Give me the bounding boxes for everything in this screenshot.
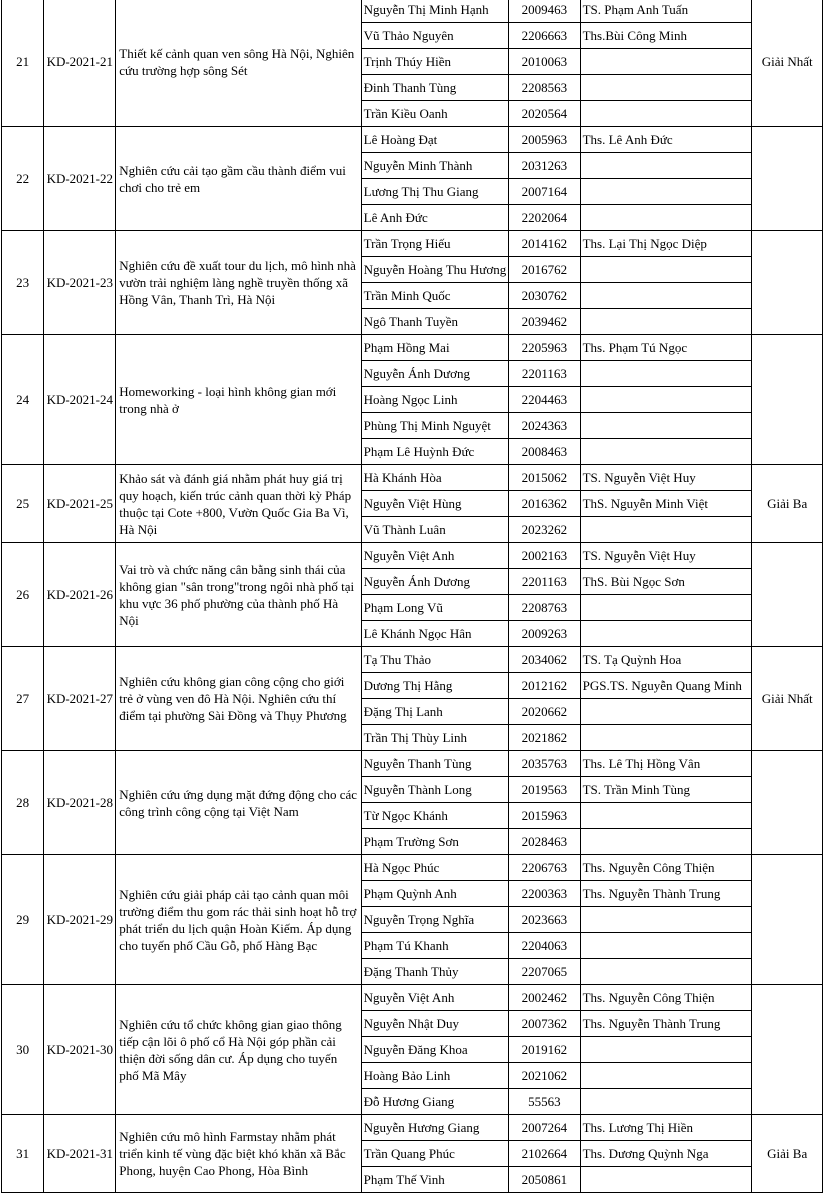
- project-number: 21: [2, 0, 44, 127]
- award-cell: Giải Nhất: [752, 0, 823, 127]
- advisor-name: [580, 829, 752, 855]
- advisor-name: [580, 1167, 752, 1193]
- advisor-name: [580, 361, 752, 387]
- student-id: 2019563: [509, 777, 580, 803]
- project-code: KD-2021-27: [44, 647, 116, 751]
- award-cell: Giải Ba: [752, 1115, 823, 1193]
- student-name: Trần Trọng Hiếu: [361, 231, 509, 257]
- student-id: 2007264: [509, 1115, 580, 1141]
- student-name: Phùng Thị Minh Nguyệt: [361, 413, 509, 439]
- project-title: Nghiên cứu ứng dụng mặt đứng động cho các công trình công cộng tại Việt Nam: [116, 751, 361, 855]
- award-cell: [752, 335, 823, 465]
- project-number: 26: [2, 543, 44, 647]
- student-name: Vũ Thành Luân: [361, 517, 509, 543]
- student-name: Trần Kiều Oanh: [361, 101, 509, 127]
- student-name: Nguyễn Ánh Dương: [361, 569, 509, 595]
- advisor-name: [580, 725, 752, 751]
- table-row: [2, 465, 823, 491]
- student-id: 2034062: [509, 647, 580, 673]
- student-name: Nguyễn Đăng Khoa: [361, 1037, 509, 1063]
- student-id: 2015062: [509, 465, 580, 491]
- advisor-name: [580, 803, 752, 829]
- advisor-name: Ths.Bùi Công Minh: [580, 23, 752, 49]
- student-id: 2021062: [509, 1063, 580, 1089]
- table-row: [2, 1115, 823, 1141]
- student-id: 2002163: [509, 543, 580, 569]
- advisor-name: PGS.TS. Nguyễn Quang Minh: [580, 673, 752, 699]
- student-name: Nguyễn Minh Thành: [361, 153, 509, 179]
- advisor-name: [580, 413, 752, 439]
- advisor-name: [580, 257, 752, 283]
- student-name: Lương Thị Thu Giang: [361, 179, 509, 205]
- student-name: Nguyễn Nhật Duy: [361, 1011, 509, 1037]
- table-row: [2, 985, 823, 1011]
- student-id: 2208763: [509, 595, 580, 621]
- project-code: KD-2021-29: [44, 855, 116, 985]
- advisor-name: Ths. Phạm Tú Ngọc: [580, 335, 752, 361]
- student-name: Phạm Trường Sơn: [361, 829, 509, 855]
- student-id: 2015963: [509, 803, 580, 829]
- student-id: 2200363: [509, 881, 580, 907]
- award-cell: [752, 127, 823, 231]
- award-cell: Giải Nhất: [752, 647, 823, 751]
- student-id: 2019162: [509, 1037, 580, 1063]
- project-title: Nghiên cứu đề xuất tour du lịch, mô hình nhà vườn trải nghiệm làng nghề truyền thống xã Hồng Vân, Thanh Trì, Hà Nội: [116, 231, 361, 335]
- advisor-name: [580, 907, 752, 933]
- table-row: [2, 751, 823, 777]
- project-title: Nghiên cứu không gian công cộng cho giới trẻ ở vùng ven đô Hà Nội. Nghiên cứu thí điểm tại phường Sài Đồng và Thụy Phương: [116, 647, 361, 751]
- student-name: Trịnh Thúy Hiền: [361, 49, 509, 75]
- student-name: Vũ Thảo Nguyên: [361, 23, 509, 49]
- project-code: KD-2021-22: [44, 127, 116, 231]
- advisor-name: [580, 49, 752, 75]
- advisor-name: [580, 387, 752, 413]
- project-code: KD-2021-25: [44, 465, 116, 543]
- project-number: 24: [2, 335, 44, 465]
- student-name: Trần Quang Phúc: [361, 1141, 509, 1167]
- student-name: Nguyễn Thị Minh Hạnh: [361, 0, 509, 23]
- advisor-name: Ths. Lê Anh Đức: [580, 127, 752, 153]
- student-name: Lê Khánh Ngọc Hân: [361, 621, 509, 647]
- student-name: Nguyễn Hoàng Thu Hương: [361, 257, 509, 283]
- student-id: 2009463: [509, 0, 580, 23]
- project-code: KD-2021-24: [44, 335, 116, 465]
- student-name: Nguyễn Thanh Tùng: [361, 751, 509, 777]
- award-cell: Giải Ba: [752, 465, 823, 543]
- award-cell: [752, 855, 823, 985]
- student-name: Nguyễn Ánh Dương: [361, 361, 509, 387]
- advisor-name: [580, 283, 752, 309]
- student-name: Phạm Quỳnh Anh: [361, 881, 509, 907]
- advisor-name: [580, 959, 752, 985]
- advisor-name: Ths. Nguyễn Công Thiện: [580, 855, 752, 881]
- student-name: Ngô Thanh Tuyền: [361, 309, 509, 335]
- student-id: 2014162: [509, 231, 580, 257]
- student-name: Hoàng Ngọc Linh: [361, 387, 509, 413]
- advisor-name: Ths. Nguyễn Thành Trung: [580, 1011, 752, 1037]
- student-id: 2008463: [509, 439, 580, 465]
- project-title: Nghiên cứu tổ chức không gian giao thông tiếp cận lõi ô phố cổ Hà Nội góp phần cải thiện đời sống dân cư. Áp dụng cho tuyến phố Mã Mây: [116, 985, 361, 1115]
- project-title: Nghiên cứu cải tạo gầm cầu thành điểm vui chơi cho trẻ em: [116, 127, 361, 231]
- project-title: Nghiên cứu mô hình Farmstay nhằm phát triển kinh tế vùng đặc biệt khó khăn xã Bắc Phong, huyện Cao Phong, Hòa Bình: [116, 1115, 361, 1193]
- student-name: Dương Thị Hằng: [361, 673, 509, 699]
- advisor-name: [580, 75, 752, 101]
- student-id: 2204063: [509, 933, 580, 959]
- student-name: Lê Hoàng Đạt: [361, 127, 509, 153]
- award-cell: [752, 985, 823, 1115]
- student-id: 2102664: [509, 1141, 580, 1167]
- project-title: Khảo sát và đánh giá nhằm phát huy giá trị quy hoạch, kiến trúc cảnh quan thời kỳ Pháp thuộc tại Cote +800, Vườn Quốc Gia Ba Vì, Hà Nội: [116, 465, 361, 543]
- student-name: Tạ Thu Thảo: [361, 647, 509, 673]
- table-row: [2, 0, 823, 23]
- advisor-name: [580, 205, 752, 231]
- project-code: KD-2021-23: [44, 231, 116, 335]
- student-name: Từ Ngọc Khánh: [361, 803, 509, 829]
- student-id: 2012162: [509, 673, 580, 699]
- project-code: KD-2021-26: [44, 543, 116, 647]
- student-name: Nguyễn Việt Anh: [361, 985, 509, 1011]
- student-id: 2050861: [509, 1167, 580, 1193]
- student-name: Lê Anh Đức: [361, 205, 509, 231]
- advisor-name: TS. Nguyễn Việt Huy: [580, 465, 752, 491]
- project-code: KD-2021-21: [44, 0, 116, 127]
- student-id: 2207065: [509, 959, 580, 985]
- student-name: Đinh Thanh Tùng: [361, 75, 509, 101]
- advisor-name: [580, 179, 752, 205]
- student-name: Phạm Hồng Mai: [361, 335, 509, 361]
- advisor-name: [580, 153, 752, 179]
- project-number: 29: [2, 855, 44, 985]
- project-title: Thiết kế cảnh quan ven sông Hà Nội, Nghiên cứu trường hợp sông Sét: [116, 0, 361, 127]
- project-number: 28: [2, 751, 44, 855]
- student-name: Nguyễn Trọng Nghĩa: [361, 907, 509, 933]
- table-row: [2, 647, 823, 673]
- student-id: 2205963: [509, 335, 580, 361]
- advisor-name: [580, 1063, 752, 1089]
- advisor-name: [580, 621, 752, 647]
- table-row: [2, 335, 823, 361]
- project-title: Homeworking - loại hình không gian mới trong nhà ở: [116, 335, 361, 465]
- student-id: 2201163: [509, 569, 580, 595]
- student-name: Đặng Thị Lanh: [361, 699, 509, 725]
- advisor-name: TS. Tạ Quỳnh Hoa: [580, 647, 752, 673]
- table-row: [2, 855, 823, 881]
- student-id: 2035763: [509, 751, 580, 777]
- results-table-body: [2, 0, 823, 1193]
- student-name: Phạm Tú Khanh: [361, 933, 509, 959]
- student-id: 2021862: [509, 725, 580, 751]
- student-id: 2031263: [509, 153, 580, 179]
- advisor-name: [580, 101, 752, 127]
- student-id: 2016762: [509, 257, 580, 283]
- student-name: Đặng Thanh Thủy: [361, 959, 509, 985]
- student-id: 2208563: [509, 75, 580, 101]
- table-row: [2, 543, 823, 569]
- table-row: [2, 231, 823, 257]
- student-id: 2204463: [509, 387, 580, 413]
- student-id: 2005963: [509, 127, 580, 153]
- project-number: 25: [2, 465, 44, 543]
- project-number: 30: [2, 985, 44, 1115]
- student-id: 2206763: [509, 855, 580, 881]
- student-id: 2030762: [509, 283, 580, 309]
- student-name: Nguyễn Việt Hùng: [361, 491, 509, 517]
- advisor-name: [580, 595, 752, 621]
- student-name: Hà Khánh Hòa: [361, 465, 509, 491]
- student-id: 2007362: [509, 1011, 580, 1037]
- student-id: 2023262: [509, 517, 580, 543]
- results-table: [1, 0, 823, 1193]
- student-id: 2002462: [509, 985, 580, 1011]
- student-name: Hà Ngọc Phúc: [361, 855, 509, 881]
- advisor-name: [580, 933, 752, 959]
- advisor-name: Ths. Nguyễn Thành Trung: [580, 881, 752, 907]
- student-name: Hoàng Bảo Linh: [361, 1063, 509, 1089]
- advisor-name: [580, 309, 752, 335]
- student-name: Phạm Long Vũ: [361, 595, 509, 621]
- advisor-name: [580, 439, 752, 465]
- advisor-name: Ths. Nguyễn Công Thiện: [580, 985, 752, 1011]
- advisor-name: [580, 1037, 752, 1063]
- advisor-name: TS. Nguyễn Việt Huy: [580, 543, 752, 569]
- advisor-name: TS. Phạm Anh Tuấn: [580, 0, 752, 23]
- student-id: 2201163: [509, 361, 580, 387]
- advisor-name: [580, 1089, 752, 1115]
- student-name: Phạm Thế Vinh: [361, 1167, 509, 1193]
- award-cell: [752, 543, 823, 647]
- advisor-name: Ths. Lương Thị Hiền: [580, 1115, 752, 1141]
- table-row: [2, 127, 823, 153]
- advisor-name: ThS. Bùi Ngọc Sơn: [580, 569, 752, 595]
- project-title: Nghiên cứu giải pháp cải tạo cảnh quan môi trường điểm thu gom rác thải sinh hoạt hỗ trợ phát triển du lịch quận Hoàn Kiếm. Áp dụng cho tuyến phố Cầu Gỗ, phố Hàng Bạc: [116, 855, 361, 985]
- student-id: 2020662: [509, 699, 580, 725]
- student-name: Phạm Lê Huỳnh Đức: [361, 439, 509, 465]
- student-name: Nguyễn Hương Giang: [361, 1115, 509, 1141]
- advisor-name: Ths. Dương Quỳnh Nga: [580, 1141, 752, 1167]
- project-code: KD-2021-31: [44, 1115, 116, 1193]
- award-cell: [752, 751, 823, 855]
- student-id: 2010063: [509, 49, 580, 75]
- advisor-name: [580, 517, 752, 543]
- student-name: Nguyễn Thành Long: [361, 777, 509, 803]
- project-number: 22: [2, 127, 44, 231]
- project-title: Vai trò và chức năng cân bằng sinh thái của không gian "sân trong"trong ngôi nhà phố tại khu vực 36 phố phường của thành phố Hà Nội: [116, 543, 361, 647]
- student-id: 2039462: [509, 309, 580, 335]
- student-id: 2202064: [509, 205, 580, 231]
- project-number: 27: [2, 647, 44, 751]
- student-name: Trần Thị Thùy Linh: [361, 725, 509, 751]
- student-id: 2028463: [509, 829, 580, 855]
- student-id: 2023663: [509, 907, 580, 933]
- student-id: 2024363: [509, 413, 580, 439]
- student-id: 2009263: [509, 621, 580, 647]
- student-id: 2206663: [509, 23, 580, 49]
- advisor-name: Ths. Lê Thị Hồng Vân: [580, 751, 752, 777]
- project-number: 31: [2, 1115, 44, 1193]
- student-name: Đỗ Hương Giang: [361, 1089, 509, 1115]
- project-code: KD-2021-30: [44, 985, 116, 1115]
- project-number: 23: [2, 231, 44, 335]
- advisor-name: ThS. Nguyễn Minh Việt: [580, 491, 752, 517]
- advisor-name: TS. Trần Minh Tùng: [580, 777, 752, 803]
- student-name: Nguyễn Việt Anh: [361, 543, 509, 569]
- student-id: 2007164: [509, 179, 580, 205]
- student-id: 55563: [509, 1089, 580, 1115]
- student-id: 2020564: [509, 101, 580, 127]
- project-code: KD-2021-28: [44, 751, 116, 855]
- student-name: Trần Minh Quốc: [361, 283, 509, 309]
- award-cell: [752, 231, 823, 335]
- student-id: 2016362: [509, 491, 580, 517]
- advisor-name: Ths. Lại Thị Ngọc Diệp: [580, 231, 752, 257]
- advisor-name: [580, 699, 752, 725]
